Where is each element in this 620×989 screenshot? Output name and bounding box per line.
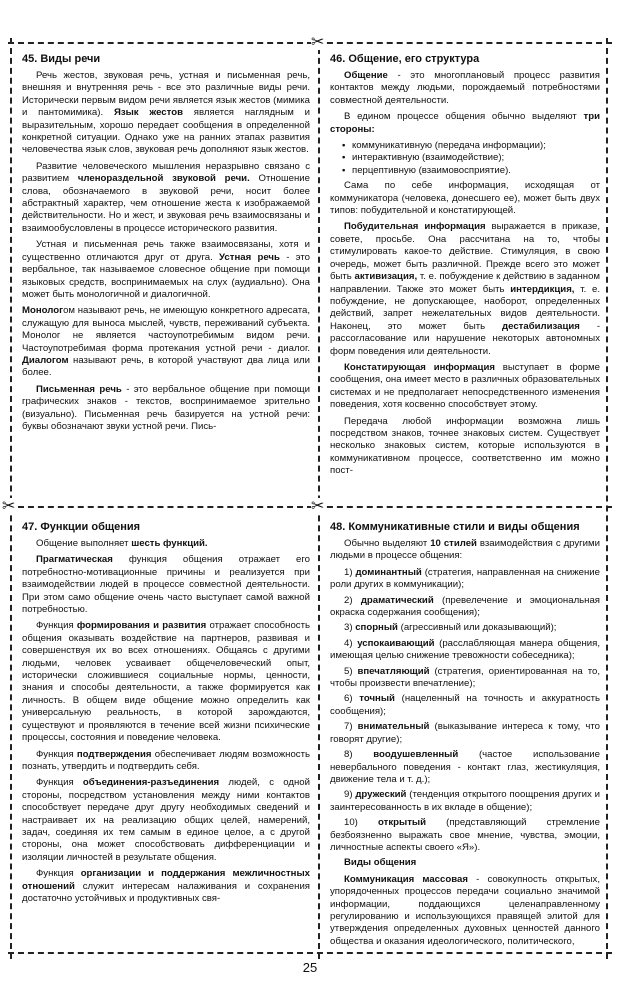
- paragraph: Письменная речь - это вербальное общение при помощи графических знаков - текстов, воспринимаемое зрительно (визуально). Письменная речь базируется на устной речи: буквы обозначают звуки устной речи. Пись-: [22, 383, 310, 432]
- cut-line-bottom: [8, 952, 612, 954]
- paragraph: Устная и письменная речь также взаимосвязаны, хотя и существенно отличаются друг от друга. Устная речь - это вербальное, так называемое словесное общение при помощи языковых средств, воспринимаемых на слух (аудиально). Она может быть монологичной и диалогичной.: [22, 239, 310, 300]
- paragraph: Функция организации и поддержания межличностных отношений служит интересам налаживания и сохранения достаточно устойчивых и продуктивных свя-: [22, 868, 310, 904]
- list-item: 6) точный (нацеленный на точность и аккуратность сообщения);: [330, 693, 600, 717]
- list-item: • интерактивную (взаимодействие);: [352, 152, 600, 164]
- card-47-communication-functions: [22, 520, 310, 948]
- paragraph: Сама по себе информация, исходящая от коммуникатора (человека, донесшего ее), может быть двух типов: побудительной и констатирующей.: [330, 180, 600, 217]
- paragraph: В едином процессе общения обычно выделяют три стороны:: [330, 111, 600, 135]
- section-title: 47. Функции общения: [22, 521, 141, 533]
- list-item: 1) доминантный (стратегия, направленная на снижение роли других в коммуникации);: [330, 566, 600, 591]
- paragraph: Констатирующая информация выступает в форме сообщения, она имеет место в различных образовательных системах и не предполагает непосредственного изменения поведения, хотя косвенно способствует этому.: [330, 361, 600, 411]
- cut-line-middle: [8, 506, 612, 508]
- page-number: 25: [302, 960, 318, 975]
- list-item: 4) успокаивающий (расслабляющая манера общения, имеющая целью снижение тревожности собеседника);: [330, 637, 600, 662]
- paragraph: Побудительная информация выражается в приказе, совете, просьбе. Она рассчитана на то, чтобы стимулировать какое-то действие. Стимуляция, в свою очередь, может быть различной. Прежде всего это может быть активизация, т. е. побуждение к действию в заданном направлении. Также это может быть интердикция, т. е. побуждение, не допускающее, наоборот, определенных действий, запрет нежелательных видов деятельности. Наконец, это может быть дестабилизация - рассогласование или нарушение некоторых автономных форм поведения или деятельности.: [330, 221, 600, 357]
- cut-line-right: [606, 38, 608, 959]
- sides-list: [330, 140, 600, 177]
- paragraph: Общение выполняет шесть функций.: [36, 538, 208, 549]
- card-48-communication-styles: [330, 520, 600, 948]
- section-title: 45. Виды речи: [22, 53, 101, 65]
- paragraph: Общение - это многоплановый процесс развития контактов между людьми, порождаемый потребностями совместной деятельности.: [330, 70, 600, 106]
- list-item: • коммуникативную (передача информации);: [352, 140, 600, 152]
- subsection-title: Виды общения: [344, 857, 417, 869]
- section-title: 46. Общение, его структура: [330, 53, 480, 65]
- card-46-communication-structure: [330, 52, 600, 500]
- paragraph: Развитие человеческого мышления неразрывно связано с развитием членораздельной звуковой речи. Отношение слова, обозначаемого в звуковой речи, носит более абстрактный характер, чем отношение жеста к изображаемой действительности. Но и жест, и звуковая речь взаимосвязаны и взаимообусловлены в процессе исторического развития.: [22, 160, 310, 234]
- card-45-speech-types: [22, 52, 310, 500]
- paragraph: Прагматическая функция общения отражает его потребностно-мотивационные причины и реализуется при взаимодействии людей в процессе совместной деятельности. При этом само общение очень часто выступает самой важной потребностью.: [22, 554, 310, 616]
- cut-line-top: [8, 42, 612, 44]
- list-item: 3) спорный (агрессивный или доказывающий);: [344, 622, 557, 634]
- paragraph: Функция объединения-разъединения людей, с одной стороны, посредством установления между ними контактов способствует передаче друг другу необходимых сведений и настраивает их на реализацию общих целей, намерений, задач, соединяя их тем самым в единое целое, а с другой стороны, она может способствовать дифференциации и изоляции личностей в результате общения.: [22, 777, 310, 863]
- list-item: 10) открытый (представляющий стремление безбоязненно выражать свое мнение, чувства, эмоции, личностные аспекты своего «Я»).: [330, 817, 600, 853]
- paragraph: Обычно выделяют 10 стилей взаимодействия с другими людьми в процессе общения:: [330, 538, 600, 562]
- paragraph: Монологом называют речь, не имеющую конкретного адресата, служащую для выноса мыслей, чувств, переживаний субъекта. Монолог не является частоупотребимым видом речи. Частоупотребимая форма протекания устной речи - диалог. Диалогом называют речь, в которой участвуют два лица или более.: [22, 305, 310, 379]
- scissors-icon: ✂: [311, 496, 325, 515]
- list-item: 8) воодушевленный (частое использование невербального поведения - контакт глаз, жестикуляция, движение тела и т. д.);: [330, 749, 600, 785]
- scissors-icon: ✂: [2, 496, 16, 515]
- list-item: • перцептивную (взаимовосприятие).: [352, 165, 600, 177]
- scissors-icon: ✂: [311, 32, 325, 51]
- section-title: 48. Коммуникативные стили и виды общения: [330, 521, 580, 533]
- paragraph: Передача любой информации возможна лишь посредством знаков, точнее знаковых систем. Существует несколько знаковых систем, которые используются в коммуникативном процессе, соответственно им можно пост-: [330, 415, 600, 477]
- styles-list: [330, 567, 600, 855]
- paragraph: Функция формирования и развития отражает способность общения оказывать воздействие на партнеров, развивая и совершенствуя их во всех отношениях. Общаясь с другими людьми, человек усваивает общечеловеческий опыт, исторически сложившиеся социальные нормы, ценности, знания и способы деятельности, а также формируется как личность. В общем виде общение можно определить как универсальную реальность, в которой зарождаются, существуют и проявляются в течение всей жизни психические процессы, состояния и поведение человека.: [22, 620, 310, 744]
- list-item: 2) драматический (превелечение и эмоциональная окраска содержания сообщения);: [330, 594, 600, 619]
- list-item: 7) внимательный (выказывание интереса к тому, что говорят другие);: [330, 721, 600, 745]
- list-item: 9) дружеский (тенденция открытого поощрения других и заинтересованность в их вкладе в общение);: [330, 789, 600, 813]
- paragraph: Коммуникация массовая - совокупность открытых, упорядоченных процессов передачи социально значимой информации, поддающихся целенаправленному регулированию и использующихся правящей элитой для утверждения определенных духовных ценностей данного общества и оказания идеологического, политического,: [330, 873, 600, 947]
- paragraph: Функция подтверждения обеспечивает людям возможность познать, утвердить и подтвердить себя.: [22, 748, 310, 772]
- paragraph: Речь жестов, звуковая речь, устная и письменная речь, внешняя и внутренняя речь - все это различные виды речи. Исторически первым видом речи является язык жестов (мимика и пантомимика). Язык жестов является наглядным и выразительным, хорошо передает сообщения в определенной конкретной ситуации. Однако уже на ранних этапах развития человечества язык слов, звуковая речь дополняют язык жестов.: [22, 70, 310, 156]
- list-item: 5) впечатляющий (стратегия, ориентированная на то, чтобы произвести впечатление);: [330, 665, 600, 690]
